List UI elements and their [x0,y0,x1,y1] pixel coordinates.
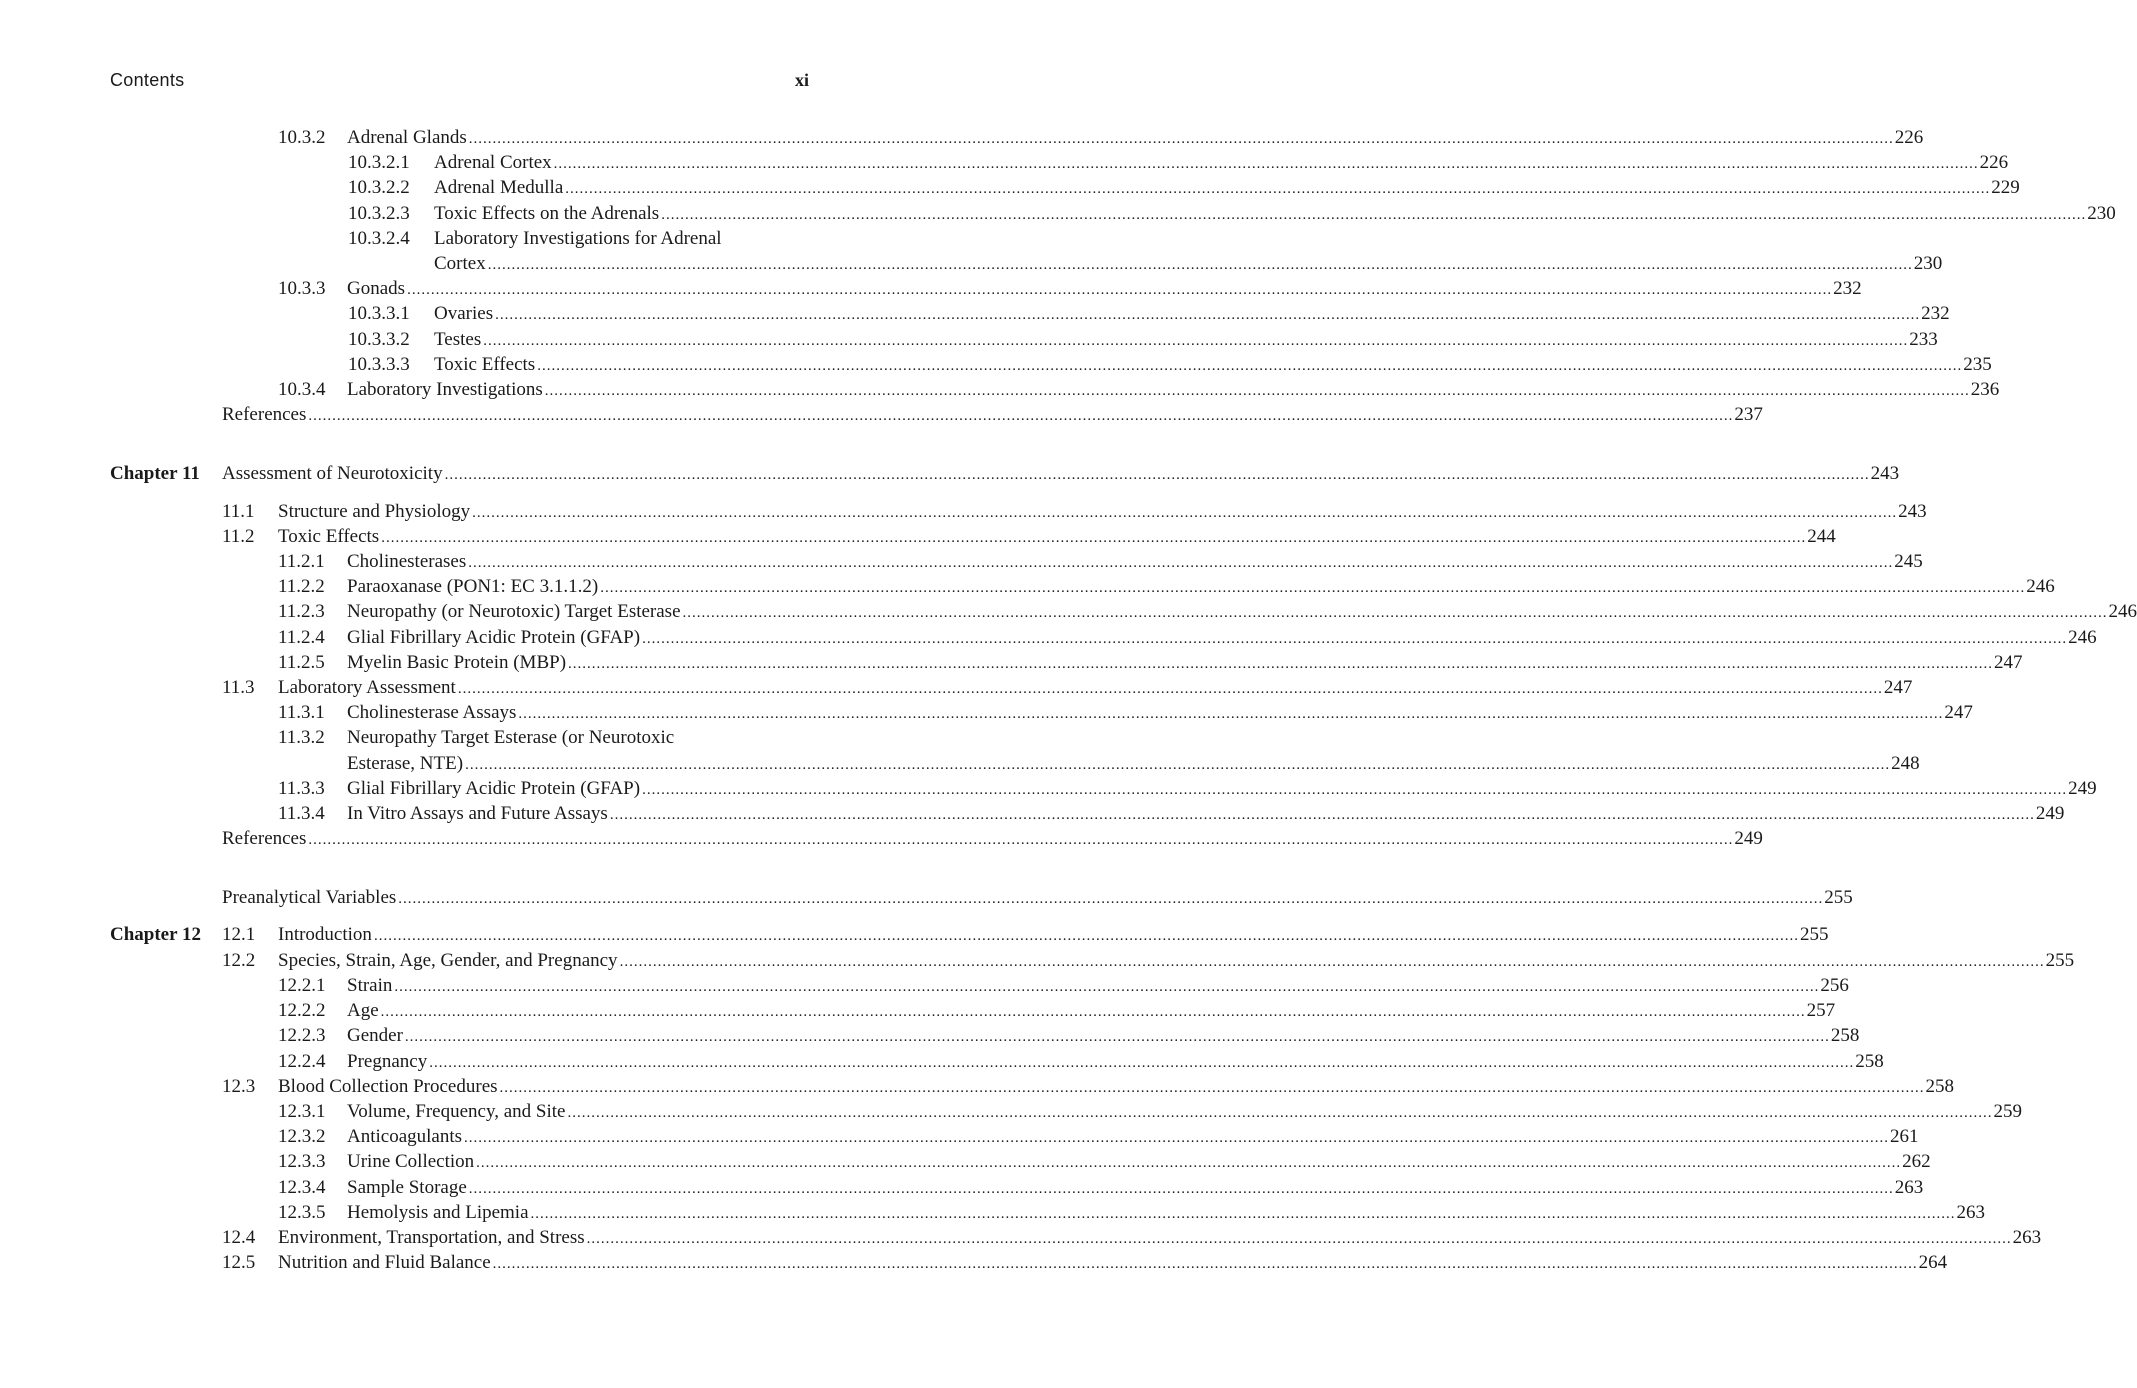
entry-title: Pregnancy [347,1051,428,1072]
toc-entry [278,1023,1860,1048]
entry-title: Structure and Physiology [278,501,471,522]
toc-entry [222,499,1927,524]
dot-leader: ............................................................................................................................................................................................................................................................................................................ [568,656,1994,672]
toc-entry [278,725,809,750]
page-ref: 249 [2068,778,2097,799]
page-ref: 243 [1898,501,1927,522]
entry-title: Laboratory Assessment [278,677,456,698]
page-ref: 229 [1991,177,2020,198]
section-number: 10.3.2 [278,127,326,148]
toc-entry [278,377,2000,402]
toc-entry [348,150,2009,175]
page-ref: 233 [1909,329,1938,350]
entry-title: Environment, Transportation, and Stress [278,1227,585,1248]
entry-title: Toxic Effects [278,526,380,547]
page-ref: 255 [2045,950,2075,971]
toc-entry [434,251,1943,276]
toc-entry [278,1149,1931,1174]
section-number: 12.2.2 [278,1000,326,1021]
section-number: 10.3.2.3 [348,203,410,224]
page-ref: 258 [1925,1076,1955,1097]
entry-title: Nutrition and Fluid Balance [278,1252,491,1273]
toc-entry [278,700,1973,725]
page-ref: 237 [1734,404,1763,425]
section-number: 12.3.5 [278,1202,326,1223]
page-ref: 255 [1824,887,1853,908]
toc-entry [348,175,2020,200]
section-number: 10.3.3.3 [348,354,410,375]
dot-leader: ............................................................................................................................................................................................................................................................................................................ [518,706,1944,722]
dot-leader: ............................................................................................................................................................................................................................................................................................................ [544,383,1970,399]
dot-leader: ............................................................................................................................................................................................................................................................................................................ [429,1055,1855,1071]
page-ref: 263 [2012,1227,2042,1248]
page-ref: 247 [1994,652,2023,673]
page-ref: 226 [1979,152,2009,173]
section-number: 12.2.3 [278,1025,326,1046]
chapter-label: Chapter 12 [110,924,201,945]
toc-entry [222,922,1829,947]
dot-leader: ............................................................................................................................................................................................................................................................................................................ [398,891,1824,907]
entry-title: Introduction [278,924,372,945]
page-ref: 247 [1883,677,1913,698]
page-ref: 261 [1890,1126,1919,1147]
dot-leader: ............................................................................................................................................................................................................................................................................................................ [553,156,1979,172]
page-ref: 249 [1734,828,1763,849]
entry-title: Hemolysis and Lipemia [347,1202,529,1223]
chapter-label: Chapter 11 [110,463,200,484]
dot-leader: ............................................................................................................................................................................................................................................................................................................ [468,131,1894,147]
dot-leader: ............................................................................................................................................................................................................................................................................................................ [476,1155,1902,1171]
entry-title: Species, Strain, Age, Gender, and Pregnancy [278,950,618,971]
dot-leader: ............................................................................................................................................................................................................................................................................................................ [404,1029,1830,1045]
dot-leader: ............................................................................................................................................................................................................................................................................................................ [565,181,1991,197]
entry-title: In Vitro Assays and Future Assays [347,803,608,824]
section-number: 10.3.3 [278,278,326,299]
section-number: 10.3.2.4 [348,228,410,249]
page-ref: 257 [1806,1000,1836,1021]
dot-leader: ............................................................................................................................................................................................................................................................................................................ [642,631,2068,647]
page-ref: 264 [1918,1252,1948,1273]
page-ref: 236 [1970,379,2000,400]
page-ref: 246 [2026,576,2055,597]
page-ref: 246 [2108,601,2137,622]
entry-title: Adrenal Medulla [434,177,564,198]
entry-title: Adrenal Glands [347,127,467,148]
page-ref: 263 [1894,1177,1924,1198]
toc-entry [222,675,1913,700]
toc-entry [348,327,1938,352]
section-number: 11.1 [222,501,255,522]
dot-leader: ............................................................................................................................................................................................................................................................................................................ [308,408,1734,424]
entry-title: Sample Storage [347,1177,467,1198]
toc-entry [278,650,2023,675]
dot-leader: ............................................................................................................................................................................................................................................................................................................ [380,1004,1806,1020]
toc-entry [278,973,1849,998]
section-number: 12.3.2 [278,1126,326,1147]
section-number: 11.3.1 [278,702,325,723]
page-ref: 256 [1820,975,1849,996]
entry-title: Neuropathy (or Neurotoxic) Target Esterase [347,601,681,622]
toc-entry [278,625,2097,650]
entry-title: Neuropathy Target Esterase (or Neurotoxic [347,727,675,748]
toc-entry [278,1200,1986,1225]
chapter-title-row [222,461,1900,486]
toc-entry [278,549,1923,574]
toc-entry [348,226,809,251]
toc-entry [222,1074,1955,1099]
page-ref: 245 [1894,551,1923,572]
toc-entry [278,1124,1919,1149]
page-ref: 230 [2087,203,2116,224]
entry-title: References [222,404,307,425]
dot-leader: ............................................................................................................................................................................................................................................................................................................ [682,605,2108,621]
dot-leader: ............................................................................................................................................................................................................................................................................................................ [444,467,1870,483]
page-ref: 232 [1833,278,1862,299]
dot-leader: ............................................................................................................................................................................................................................................................................................................ [600,580,2026,596]
section-number: 12.3.1 [278,1101,326,1122]
section-number: 11.2.5 [278,652,325,673]
page-ref: 249 [2035,803,2065,824]
section-number: 12.4 [222,1227,256,1248]
dot-leader: ............................................................................................................................................................................................................................................................................................................ [394,979,1820,995]
dot-leader: ............................................................................................................................................................................................................................................................................................................ [530,1206,1956,1222]
entry-title: Gonads [347,278,406,299]
toc-entry [278,1099,2022,1124]
entry-title: References [222,828,307,849]
entry-title: Toxic Effects on the Adrenals [434,203,660,224]
dot-leader: ............................................................................................................................................................................................................................................................................................................ [499,1080,1925,1096]
page-ref: 262 [1902,1151,1931,1172]
dot-leader: ............................................................................................................................................................................................................................................................................................................ [468,1181,1894,1197]
section-number: 10.3.3.1 [348,303,410,324]
section-number: 11.3 [222,677,255,698]
toc-entry [348,201,2116,226]
running-head-title: Contents [110,70,185,90]
dot-leader: ............................................................................................................................................................................................................................................................................................................ [407,282,1833,298]
section-number: 11.2.1 [278,551,325,572]
dot-leader: ............................................................................................................................................................................................................................................................................................................ [483,333,1909,349]
dot-leader: ............................................................................................................................................................................................................................................................................................................ [495,307,1921,323]
dot-leader: ............................................................................................................................................................................................................................................................................................................ [468,555,1894,571]
section-number: 11.3.2 [278,727,325,748]
section-number: 10.3.2.2 [348,177,410,198]
entry-title: Toxic Effects [434,354,536,375]
toc-entry [348,301,1950,326]
dot-leader: ............................................................................................................................................................................................................................................................................................................ [373,928,1799,944]
toc-entry [222,524,1836,549]
section-number: 11.2 [222,526,255,547]
section-number: 11.3.4 [278,803,325,824]
toc-entry [278,1175,1924,1200]
entry-title: Age [347,1000,379,1021]
page-ref: 258 [1855,1051,1884,1072]
page-ref: 230 [1913,253,1943,274]
page-ref: 263 [1956,1202,1986,1223]
section-number: 12.2 [222,950,256,971]
section-number: 10.3.2.1 [348,152,410,173]
dot-leader: ............................................................................................................................................................................................................................................................................................................ [381,530,1807,546]
section-number: 11.2.4 [278,627,325,648]
entry-title: Esterase, NTE) [347,753,464,774]
toc-entry [278,801,2065,826]
toc-entry [278,776,2097,801]
entry-title: Cholinesterase Assays [347,702,517,723]
toc-entry [278,276,1862,301]
dot-leader: ............................................................................................................................................................................................................................................................................................................ [472,505,1898,521]
entry-title: Paraoxanase (PON1: EC 3.1.1.2) [347,576,599,597]
toc-entry [347,751,1920,776]
dot-leader: ............................................................................................................................................................................................................................................................................................................ [642,782,2068,798]
toc-entry [278,1049,1884,1074]
page-ref: 235 [1963,354,1992,375]
dot-leader: ............................................................................................................................................................................................................................................................................................................ [487,257,1913,273]
entry-title: Assessment of Neurotoxicity [222,463,443,484]
entry-title: Preanalytical Variables [222,887,397,908]
entry-title: Cholinesterases [347,551,467,572]
page-ref: 243 [1870,463,1900,484]
entry-title: Glial Fibrillary Acidic Protein (GFAP) [347,778,641,799]
page-number: xi [794,70,809,90]
dot-leader: ............................................................................................................................................................................................................................................................................................................ [492,1256,1918,1272]
page-ref: 232 [1921,303,1950,324]
entry-title: Laboratory Investigations [347,379,543,400]
page-ref: 248 [1891,753,1920,774]
entry-title: Laboratory Investigations for Adrenal [434,228,722,249]
page-ref: 255 [1799,924,1829,945]
chapter-title-row [222,885,1853,910]
dot-leader: ............................................................................................................................................................................................................................................................................................................ [567,1105,1993,1121]
section-number: 12.2.4 [278,1051,326,1072]
dot-leader: ............................................................................................................................................................................................................................................................................................................ [308,832,1734,848]
entry-title: Blood Collection Procedures [278,1076,498,1097]
dot-leader: ............................................................................................................................................................................................................................................................................................................ [537,358,1963,374]
entry-title: Anticoagulants [347,1126,463,1147]
toc-entry [278,125,1924,150]
references-row [222,826,1763,851]
section-number: 11.2.2 [278,576,325,597]
entry-title: Strain [347,975,393,996]
dot-leader: ............................................................................................................................................................................................................................................................................................................ [465,757,1891,773]
section-number: 10.3.4 [278,379,326,400]
section-number: 12.3.4 [278,1177,326,1198]
page-ref: 258 [1830,1025,1860,1046]
page-ref: 226 [1894,127,1924,148]
toc-entry [222,948,2075,973]
entry-title: Urine Collection [347,1151,475,1172]
section-number: 12.3 [222,1076,256,1097]
dot-leader: ............................................................................................................................................................................................................................................................................................................ [619,954,2045,970]
toc-entry [278,599,2137,624]
dot-leader: ............................................................................................................................................................................................................................................................................................................ [457,681,1883,697]
dot-leader: ............................................................................................................................................................................................................................................................................................................ [661,207,2087,223]
page-ref: 246 [2068,627,2097,648]
toc-entry [222,1250,1948,1275]
section-number: 12.5 [222,1252,256,1273]
entry-title: Glial Fibrillary Acidic Protein (GFAP) [347,627,641,648]
page-ref: 244 [1807,526,1836,547]
page-ref: 247 [1944,702,1973,723]
dot-leader: ............................................................................................................................................................................................................................................................................................................ [586,1231,2012,1247]
section-number: 11.3.3 [278,778,325,799]
section-number: 10.3.3.2 [348,329,410,350]
entry-title: Volume, Frequency, and Site [347,1101,566,1122]
section-number: 11.2.3 [278,601,325,622]
dot-leader: ............................................................................................................................................................................................................................................................................................................ [464,1130,1890,1146]
entry-title: Testes [434,329,482,350]
entry-title: Adrenal Cortex [434,152,552,173]
entry-title: Cortex [434,253,486,274]
entry-title: Ovaries [434,303,494,324]
references-row [222,402,1763,427]
page-ref: 259 [1993,1101,2022,1122]
section-number: 12.2.1 [278,975,326,996]
toc-entry [278,998,1836,1023]
toc-entry [278,574,2055,599]
entry-title: Myelin Basic Protein (MBP) [347,652,567,673]
dot-leader: ............................................................................................................................................................................................................................................................................................................ [609,807,2035,823]
entry-title: Gender [347,1025,403,1046]
toc-entry [348,352,1992,377]
section-number: 12.3.3 [278,1151,326,1172]
toc-entry [222,1225,2042,1250]
section-number: 12.1 [222,924,256,945]
